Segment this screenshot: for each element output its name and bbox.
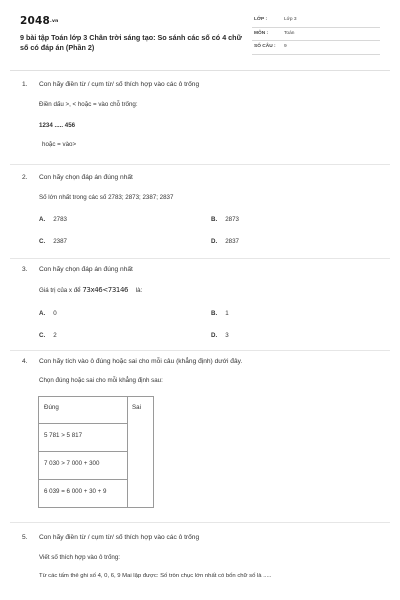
meta-row-grade — [252, 14, 380, 28]
table-row[interactable]: 7 030 > 7 000 + 300 — [44, 460, 100, 467]
site-logo[interactable] — [20, 15, 58, 27]
option-letter: D. — [211, 332, 218, 339]
document-title: 9 bài tập Toán lớp 3 Chân trời sáng tạo: So sánh các số có 4 chữ số có đáp án (Phần 2) — [20, 33, 242, 52]
question-text: Từ các tấm thẻ ghi số 4, 0, 6, 9 Mai lập được: Số tròn chục lớn nhất có bốn chữ số là ..... — [39, 573, 272, 579]
question-separator — [10, 164, 390, 165]
question-instruction: Viết số thích hợp vào ô trống: — [39, 554, 120, 561]
option-b[interactable] — [211, 216, 239, 223]
true-false-table — [38, 396, 154, 508]
table-row-divider — [39, 451, 127, 452]
question-number: 5. — [22, 534, 28, 541]
option-text: 2387 — [53, 238, 67, 245]
option-d[interactable] — [211, 332, 229, 339]
option-letter: C. — [39, 238, 46, 245]
question-number: 3. — [22, 266, 28, 273]
option-c[interactable] — [39, 332, 57, 339]
math-expression-image: 73x46<73146 — [82, 286, 129, 294]
header-divider — [10, 70, 390, 71]
question-number: 4. — [22, 358, 28, 365]
question-number: 1. — [22, 81, 28, 88]
question-instruction: Chọn đúng hoặc sai cho mỗi khẳng định sau: — [39, 377, 163, 384]
question-hint: hoặc = vào> — [42, 141, 77, 148]
logo-text: 2048 — [20, 15, 51, 27]
option-letter: B. — [211, 310, 218, 317]
option-text: 2873 — [225, 216, 239, 223]
question-prefix: Giá trị của x để — [39, 287, 81, 294]
meta-value-grade: Lớp 3 — [284, 17, 297, 22]
question-prompt: Con hãy tích vào ô đúng hoặc sai cho mỗi câu (khẳng định) dưới đây. — [39, 358, 243, 365]
option-letter: B. — [211, 216, 218, 223]
question-text — [39, 286, 142, 294]
question-separator — [10, 350, 390, 351]
option-d[interactable] — [211, 238, 239, 245]
question-separator — [10, 522, 390, 523]
meta-key-grade: LỚP : — [254, 17, 268, 22]
meta-row-count — [252, 41, 380, 55]
option-text: 0 — [53, 310, 57, 317]
option-letter: A. — [39, 216, 46, 223]
question-instruction: Điền dấu >, < hoặc = vào chỗ trống: — [39, 101, 138, 108]
table-row[interactable]: 6 039 = 6 000 + 30 + 9 — [44, 488, 107, 495]
question-text: Số lớn nhất trong các số 2783; 2873; 2387; 2837 — [39, 194, 174, 201]
option-text: 2 — [53, 332, 57, 339]
option-letter: A. — [39, 310, 46, 317]
option-a[interactable] — [39, 216, 67, 223]
question-prompt: Con hãy điền từ / cụm từ/ số thích hợp vào các ô trống — [39, 534, 200, 541]
question-prompt: Con hãy chọn đáp án đúng nhất — [39, 174, 133, 181]
document-header — [0, 0, 400, 63]
meta-row-subject — [252, 28, 380, 42]
option-a[interactable] — [39, 310, 57, 317]
option-text: 2837 — [225, 238, 239, 245]
meta-key-subject: MÔN : — [254, 30, 269, 36]
option-b[interactable] — [211, 310, 229, 317]
option-text: 2783 — [53, 216, 67, 223]
table-row-divider — [39, 423, 127, 424]
option-c[interactable] — [39, 238, 67, 245]
table-row[interactable]: 5 781 > 5 817 — [44, 432, 83, 439]
question-suffix: là: — [135, 287, 143, 294]
table-header-false: Sai — [132, 404, 141, 411]
logo-suffix: .vn — [50, 19, 59, 24]
question-separator — [10, 258, 390, 259]
question-prompt: Con hãy chọn đáp án đúng nhất — [39, 266, 133, 273]
table-column-divider — [127, 397, 128, 507]
meta-value-count: 9 — [284, 44, 287, 49]
option-letter: D. — [211, 238, 218, 245]
meta-value-subject: Toán — [284, 30, 295, 36]
option-text: 1 — [225, 310, 229, 317]
question-number: 2. — [22, 174, 28, 181]
option-text: 3 — [225, 332, 229, 339]
option-letter: C. — [39, 332, 46, 339]
table-header-true: Đúng — [44, 404, 59, 411]
meta-panel — [252, 14, 380, 55]
question-prompt: Con hãy điền từ / cụm từ/ số thích hợp vào các ô trống — [39, 81, 200, 88]
meta-key-count: SỐ CÂU : — [254, 44, 276, 49]
table-row-divider — [39, 479, 127, 480]
math-expression: 1234 ..... 456 — [39, 122, 76, 129]
